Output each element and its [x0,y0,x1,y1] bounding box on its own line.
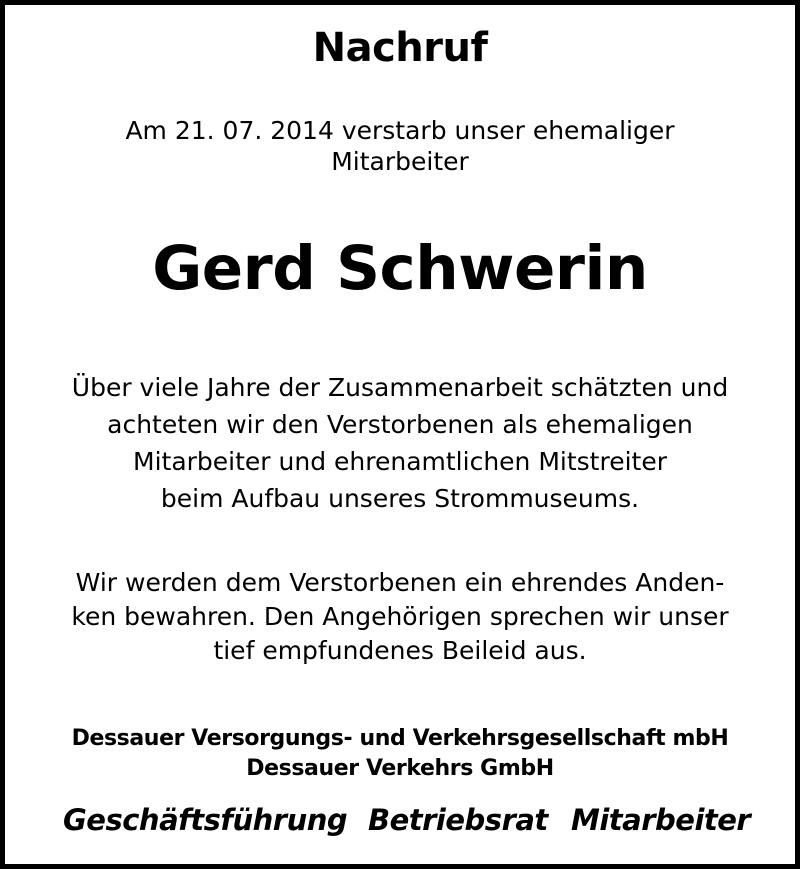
intro-line: Am 21. 07. 2014 verstarb unser ehemaliger [125,116,675,145]
signature-employees: Mitarbeiter [571,803,751,837]
organization-name: Dessauer Verkehrs GmbH [246,756,554,781]
condolence-paragraph [5,566,795,668]
signature-management: Geschäftsführung [63,803,348,837]
paragraph-line: tief empfundenes Beileid aus. [213,636,587,665]
obituary-heading: Nachruf [312,25,488,71]
tribute-paragraph [5,369,795,517]
paragraph-line: Mitarbeiter und ehrenamtlichen Mitstreiter [133,447,667,476]
paragraph-line: ken bewahren. Den Angehörigen sprechen wir unser [71,602,729,631]
intro-line: Mitarbeiter [331,147,469,176]
deceased-name: Gerd Schwerin [152,233,648,304]
paragraph-line: beim Aufbau unseres Strommuseums. [160,484,640,513]
signature-row [5,799,795,841]
organizations [5,724,795,784]
signature-works-council: Betriebsrat [368,803,548,837]
paragraph-line: achteten wir den Verstorbenen als ehemaligen [107,410,693,439]
organization-name: Dessauer Versorgungs- und Verkehrsgesellschaft mbH [71,726,729,751]
intro-text [5,115,795,177]
paragraph-line: Über viele Jahre der Zusammenarbeit schätzten und [71,373,729,402]
paragraph-line: Wir werden dem Verstorbenen ein ehrendes Anden- [75,568,725,597]
